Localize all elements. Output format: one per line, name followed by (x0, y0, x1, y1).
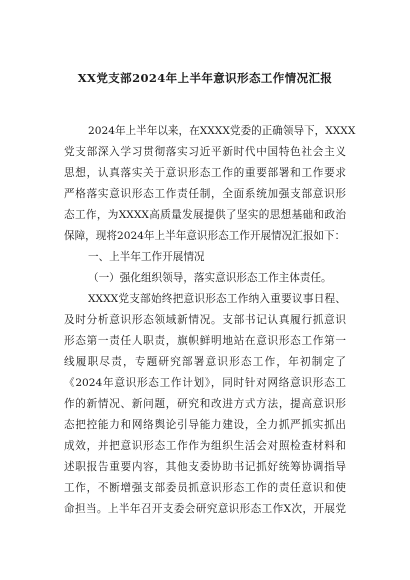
paragraph-line: 态工作，为XXXX高质量发展提供了坚实的思想基础和政治 (64, 209, 346, 221)
paragraph-line: 《2024年意识形态工作计划》，同时针对网络意识形态工 (64, 377, 346, 389)
paragraph-line: 命担当。上半年召开支委会研究意识形态工作X次，开展党 (64, 503, 346, 515)
document-title: XX党支部2024年上半年意识形态工作情况汇报 (77, 71, 333, 85)
paragraph-line: 成效，并把意识形态工作作为组织生活会对照检查材料和 (64, 440, 346, 452)
paragraph-line: 严格落实意识形态工作责任制，全面系统加强支部意识形 (64, 188, 346, 200)
paragraph-line: 形态第一责任人职责，旗帜鲜明地站在意识形态工作第一 (64, 335, 346, 347)
paragraph-line: XXXX党支部始终把意识形态工作纳入重要议事日程、 (88, 293, 346, 305)
paragraph-line: 线履职尽责，专题研究部署意识形态工作，年初制定了 (64, 356, 346, 368)
paragraph-line: 2024年上半年以来，在XXXX党委的正确领导下，XXXX (88, 125, 356, 137)
paragraph-line: 述职报告重要内容，其他支委协助书记抓好统筹协调指导 (64, 461, 346, 473)
paragraph-line: 工作，不断增强支部委员抓意识形态工作的责任意识和使 (64, 482, 346, 494)
paragraph-line: 及时分析意识形态领域新情况。支部书记认真履行抓意识 (64, 314, 346, 326)
paragraph-line: 态把控能力和网络舆论引导能力建设，全力抓严抓实抓出 (64, 419, 346, 431)
paragraph-line: 保障，现将2024年上半年意识形态工作开展情况汇报如下： (64, 230, 346, 242)
subsection-heading: （一）强化组织领导，落实意识形态工作主体责任。 (88, 272, 332, 284)
paragraph-line: 作的新情况、新问题，研究和改进方式方法，提高意识形 (64, 398, 346, 410)
paragraph-line: 党支部深入学习贯彻落实习近平新时代中国特色社会主义 (64, 146, 346, 158)
section-heading: 一、上半年工作开展情况 (88, 251, 205, 263)
paragraph-line: 思想，认真落实关于意识形态工作的重要部署和工作要求 (64, 167, 346, 179)
